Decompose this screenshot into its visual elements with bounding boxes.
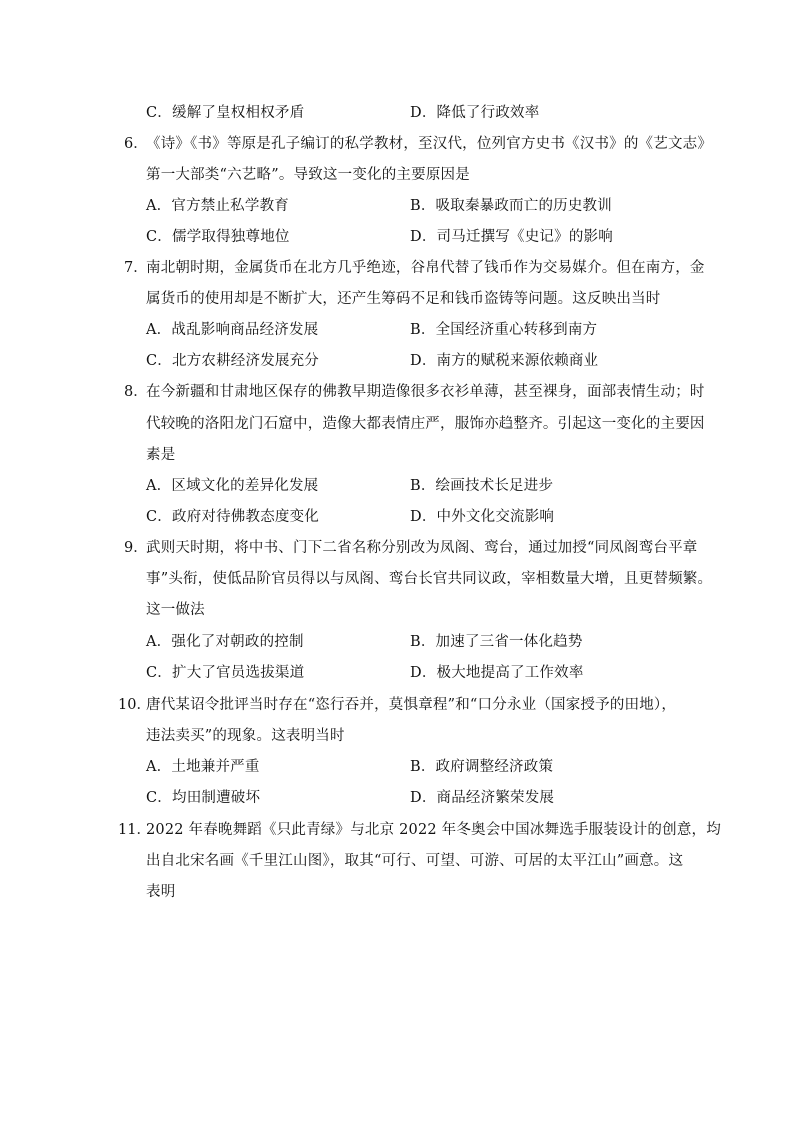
q8-option-b: B．绘画技术长足进步 — [410, 478, 554, 494]
q9-number: 9． — [124, 540, 148, 556]
q7-stem-line-2: 属货币的使用却是不断扩大，还产生筹码不足和钱币盗铸等问题。这反映出当时 — [146, 291, 661, 307]
q10-stem-line-1: 唐代某诏令批评当时存在“恣行吞并，莫惧章程”和“口分永业（国家授予的田地）， — [146, 697, 677, 713]
q5-option-c: C．缓解了皇权相权矛盾 — [146, 105, 305, 121]
q7-option-b: B．全国经济重心转移到南方 — [410, 322, 598, 338]
q9-stem-line-3: 这一做法 — [146, 602, 205, 618]
q7-stem-line-1: 南北朝时期，金属货币在北方几乎绝迹，谷帛代替了钱币作为交易媒介。但在南方，金 — [146, 260, 705, 276]
q8-stem-line-1: 在今新疆和甘肃地区保存的佛教早期造像很多衣衫单薄，甚至裸身，面部表情生动；时 — [146, 384, 705, 400]
q10-stem-line-2: 违法卖买”的现象。这表明当时 — [146, 728, 345, 744]
q11-stem-line-3: 表明 — [146, 884, 176, 900]
q5-option-d: D．降低了行政效率 — [410, 105, 540, 121]
q10-option-b: B．政府调整经济政策 — [410, 759, 554, 775]
q7-option-a: A．战乱影响商品经济发展 — [146, 322, 319, 338]
q9-option-c: C．扩大了官员选拔渠道 — [146, 665, 305, 681]
q7-option-d: D．南方的赋税来源依赖商业 — [410, 353, 599, 369]
q6-option-c: C．儒学取得独尊地位 — [146, 229, 290, 245]
q7-option-c: C．北方农耕经济发展充分 — [146, 353, 319, 369]
q9-option-d: D．极大地提高了工作效率 — [410, 665, 584, 681]
q9-option-a: A．强化了对朝政的控制 — [146, 634, 304, 650]
q11-stem-line-1: 2022 年春晚舞蹈《只此青绿》与北京 2022 年冬奥会中国冰舞选手服装设计的创意，均 — [146, 822, 721, 838]
q8-number: 8． — [124, 384, 148, 400]
q9-option-b: B．加速了三省一体化趋势 — [410, 634, 583, 650]
q8-stem-line-2: 代较晚的洛阳龙门石窟中，造像大都表情庄严，服饰亦趋整齐。引起这一变化的主要因 — [146, 416, 705, 432]
q6-number: 6． — [124, 136, 148, 152]
q10-option-a: A．土地兼并严重 — [146, 759, 260, 775]
q8-stem-line-3: 素是 — [146, 447, 176, 463]
q6-option-b: B．吸取秦暴政而亡的历史教训 — [410, 198, 612, 214]
q8-option-c: C．政府对待佛教态度变化 — [146, 509, 319, 525]
q10-option-d: D．商品经济繁荣发展 — [410, 790, 555, 806]
q9-stem-line-2: 事”头衔，使低品阶官员得以与凤阁、鸾台长官共同议政，宰相数量大增，且更替频繁。 — [146, 571, 713, 587]
q11-stem-line-2: 出自北宋名画《千里江山图》，取其“可行、可望、可游、可居的太平江山”画意。这 — [146, 853, 684, 869]
q10-option-c: C．均田制遭破坏 — [146, 790, 261, 806]
q6-option-a: A．官方禁止私学教育 — [146, 198, 289, 214]
q11-number: 11． — [118, 822, 151, 838]
q9-stem-line-1: 武则天时期，将中书、门下二省名称分别改为凤阁、鸾台，通过加授“同凤阁鸾台平章 — [146, 540, 698, 556]
q6-stem-line-2: 第一大部类“六艺略”。导致这一变化的主要原因是 — [146, 167, 470, 183]
q7-number: 7． — [124, 260, 148, 276]
q8-option-a: A．区域文化的差异化发展 — [146, 478, 319, 494]
q6-option-d: D．司马迁撰写《史记》的影响 — [410, 229, 613, 245]
q8-option-d: D．中外文化交流影响 — [410, 509, 555, 525]
q10-number: 10． — [118, 697, 151, 713]
q6-stem-line-1: 《诗》《书》等原是孔子编订的私学教材，至汉代，位列官方史书《汉书》的《艺文志》 — [146, 136, 713, 152]
